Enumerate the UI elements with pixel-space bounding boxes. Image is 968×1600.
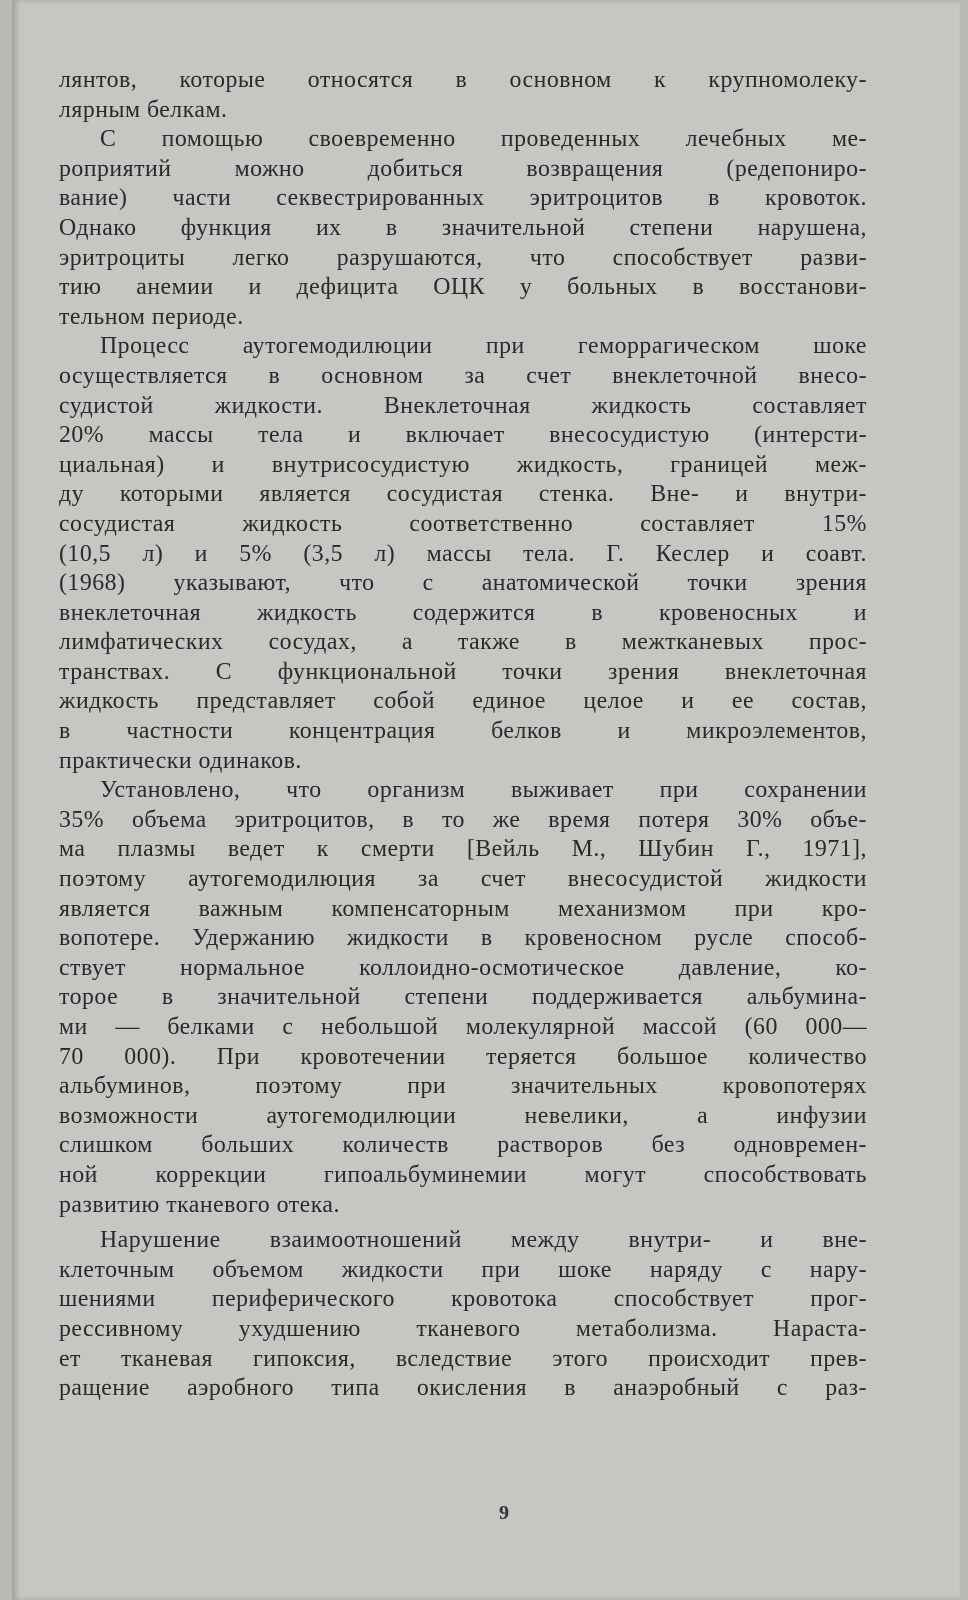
text-line: является важным компенсаторным механизмом при кро- [59,895,867,922]
book-page [12,0,960,1600]
text-line: лянтов, которые относятся в основном к крупномолеку- [59,67,867,93]
text-line: внеклеточная жидкость содержится в кровеносных и [59,599,867,626]
text-line: ращение аэробного типа окисления в анаэробный с раз- [59,1375,867,1402]
text-line: рессивному ухудшению тканевого метаболизма. Нараста- [59,1315,867,1342]
text-line: вопотере. Удержанию жидкости в кровеносном русле способ- [59,925,867,952]
text-line: лимфатических сосудах, а также в межтканевых прос- [59,629,867,656]
text-line: 70 000). При кровотечении теряется большое количество [59,1043,867,1070]
paragraph [59,66,867,125]
text-line: лярным белкам. [59,96,228,123]
text-line: Однако функция их в значительной степени нарушена, [59,214,867,241]
text-line: Процесс аутогемодилюции при геморрагическом шоке [100,333,867,360]
text-line: осуществляется в основном за счет внеклеточной внесо- [59,362,867,389]
text-line: роприятий можно добиться возвращения (редепониро- [59,155,867,182]
text-line: 35% объема эритроцитов, в то же время потеря 30% объе- [59,806,867,833]
text-line: развитию тканевого отека. [59,1191,340,1218]
text-line: ду которыми является сосудистая стенка. Вне- и внутри- [59,481,867,508]
text-line: ствует нормальное коллоидно-осмотическое давление, ко- [59,954,867,981]
text-line: эритроциты легко разрушаются, что способствует разви- [59,244,867,271]
paragraph [59,332,867,776]
text-line: практически одинаков. [59,747,302,774]
text-line: Установлено, что организм выживает при сохранении [100,777,867,804]
text-line: (10,5 л) и 5% (3,5 л) массы тела. Г. Кеслер и соавт. [59,540,867,567]
text-line: альбуминов, поэтому при значительных кровопотерях [59,1073,867,1100]
text-line: циальная) и внутрисосудистую жидкость, границей меж- [59,451,867,478]
paragraph [59,1226,867,1404]
text-line: ет тканевая гипоксия, вследствие этого происходит прев- [59,1345,867,1372]
text-line: шениями периферического кровотока способствует прог- [59,1286,867,1313]
text-line: судистой жидкости. Внеклеточная жидкость составляет [59,392,867,419]
text-line: тию анемии и дефицита ОЦК у больных в восстанови- [59,274,867,301]
text-line: С помощью своевременно проведенных лечебных ме- [100,126,867,153]
text-line: вание) части секвестрированных эритроцитов в кровоток. [59,185,867,212]
text-line: ми — белками с небольшой молекулярной массой (60 000— [59,1014,867,1040]
text-line: клеточным объемом жидкости при шоке наряду с нару- [59,1256,867,1283]
text-line: (1968) указывают, что с анатомической точки зрения [59,570,867,597]
text-line: ма плазмы ведет к смерти [Вейль М., Шубин Г., 1971], [59,836,867,863]
text-line: ной коррекции гипоальбуминемии могут способствовать [59,1161,867,1188]
text-line: тельном периоде. [59,303,244,330]
text-line: торое в значительной степени поддерживается альбумина- [59,984,867,1011]
text-line: Нарушение взаимоотношений между внутри- и вне- [100,1227,867,1254]
text-line: возможности аутогемодилюции невелики, а инфузии [59,1102,867,1129]
text-line: транствах. С функциональной точки зрения внеклеточная [59,658,867,685]
body-text [59,66,867,1404]
text-line: поэтому аутогемодилюция за счет внесосудистой жидкости [59,866,867,893]
text-line: жидкость представляет собой единое целое и ее состав, [59,688,867,715]
paragraph [59,776,867,1220]
text-line: в частности концентрация белков и микроэлементов, [59,718,867,745]
text-line: сосудистая жидкость соответственно составляет 15% [59,510,867,537]
text-line: слишком больших количеств растворов без одновремен- [59,1132,867,1159]
text-line: 20% массы тела и включает внесосудистую (интерсти- [59,422,867,449]
paragraph [59,125,867,332]
page-number: 9 [499,1502,509,1524]
